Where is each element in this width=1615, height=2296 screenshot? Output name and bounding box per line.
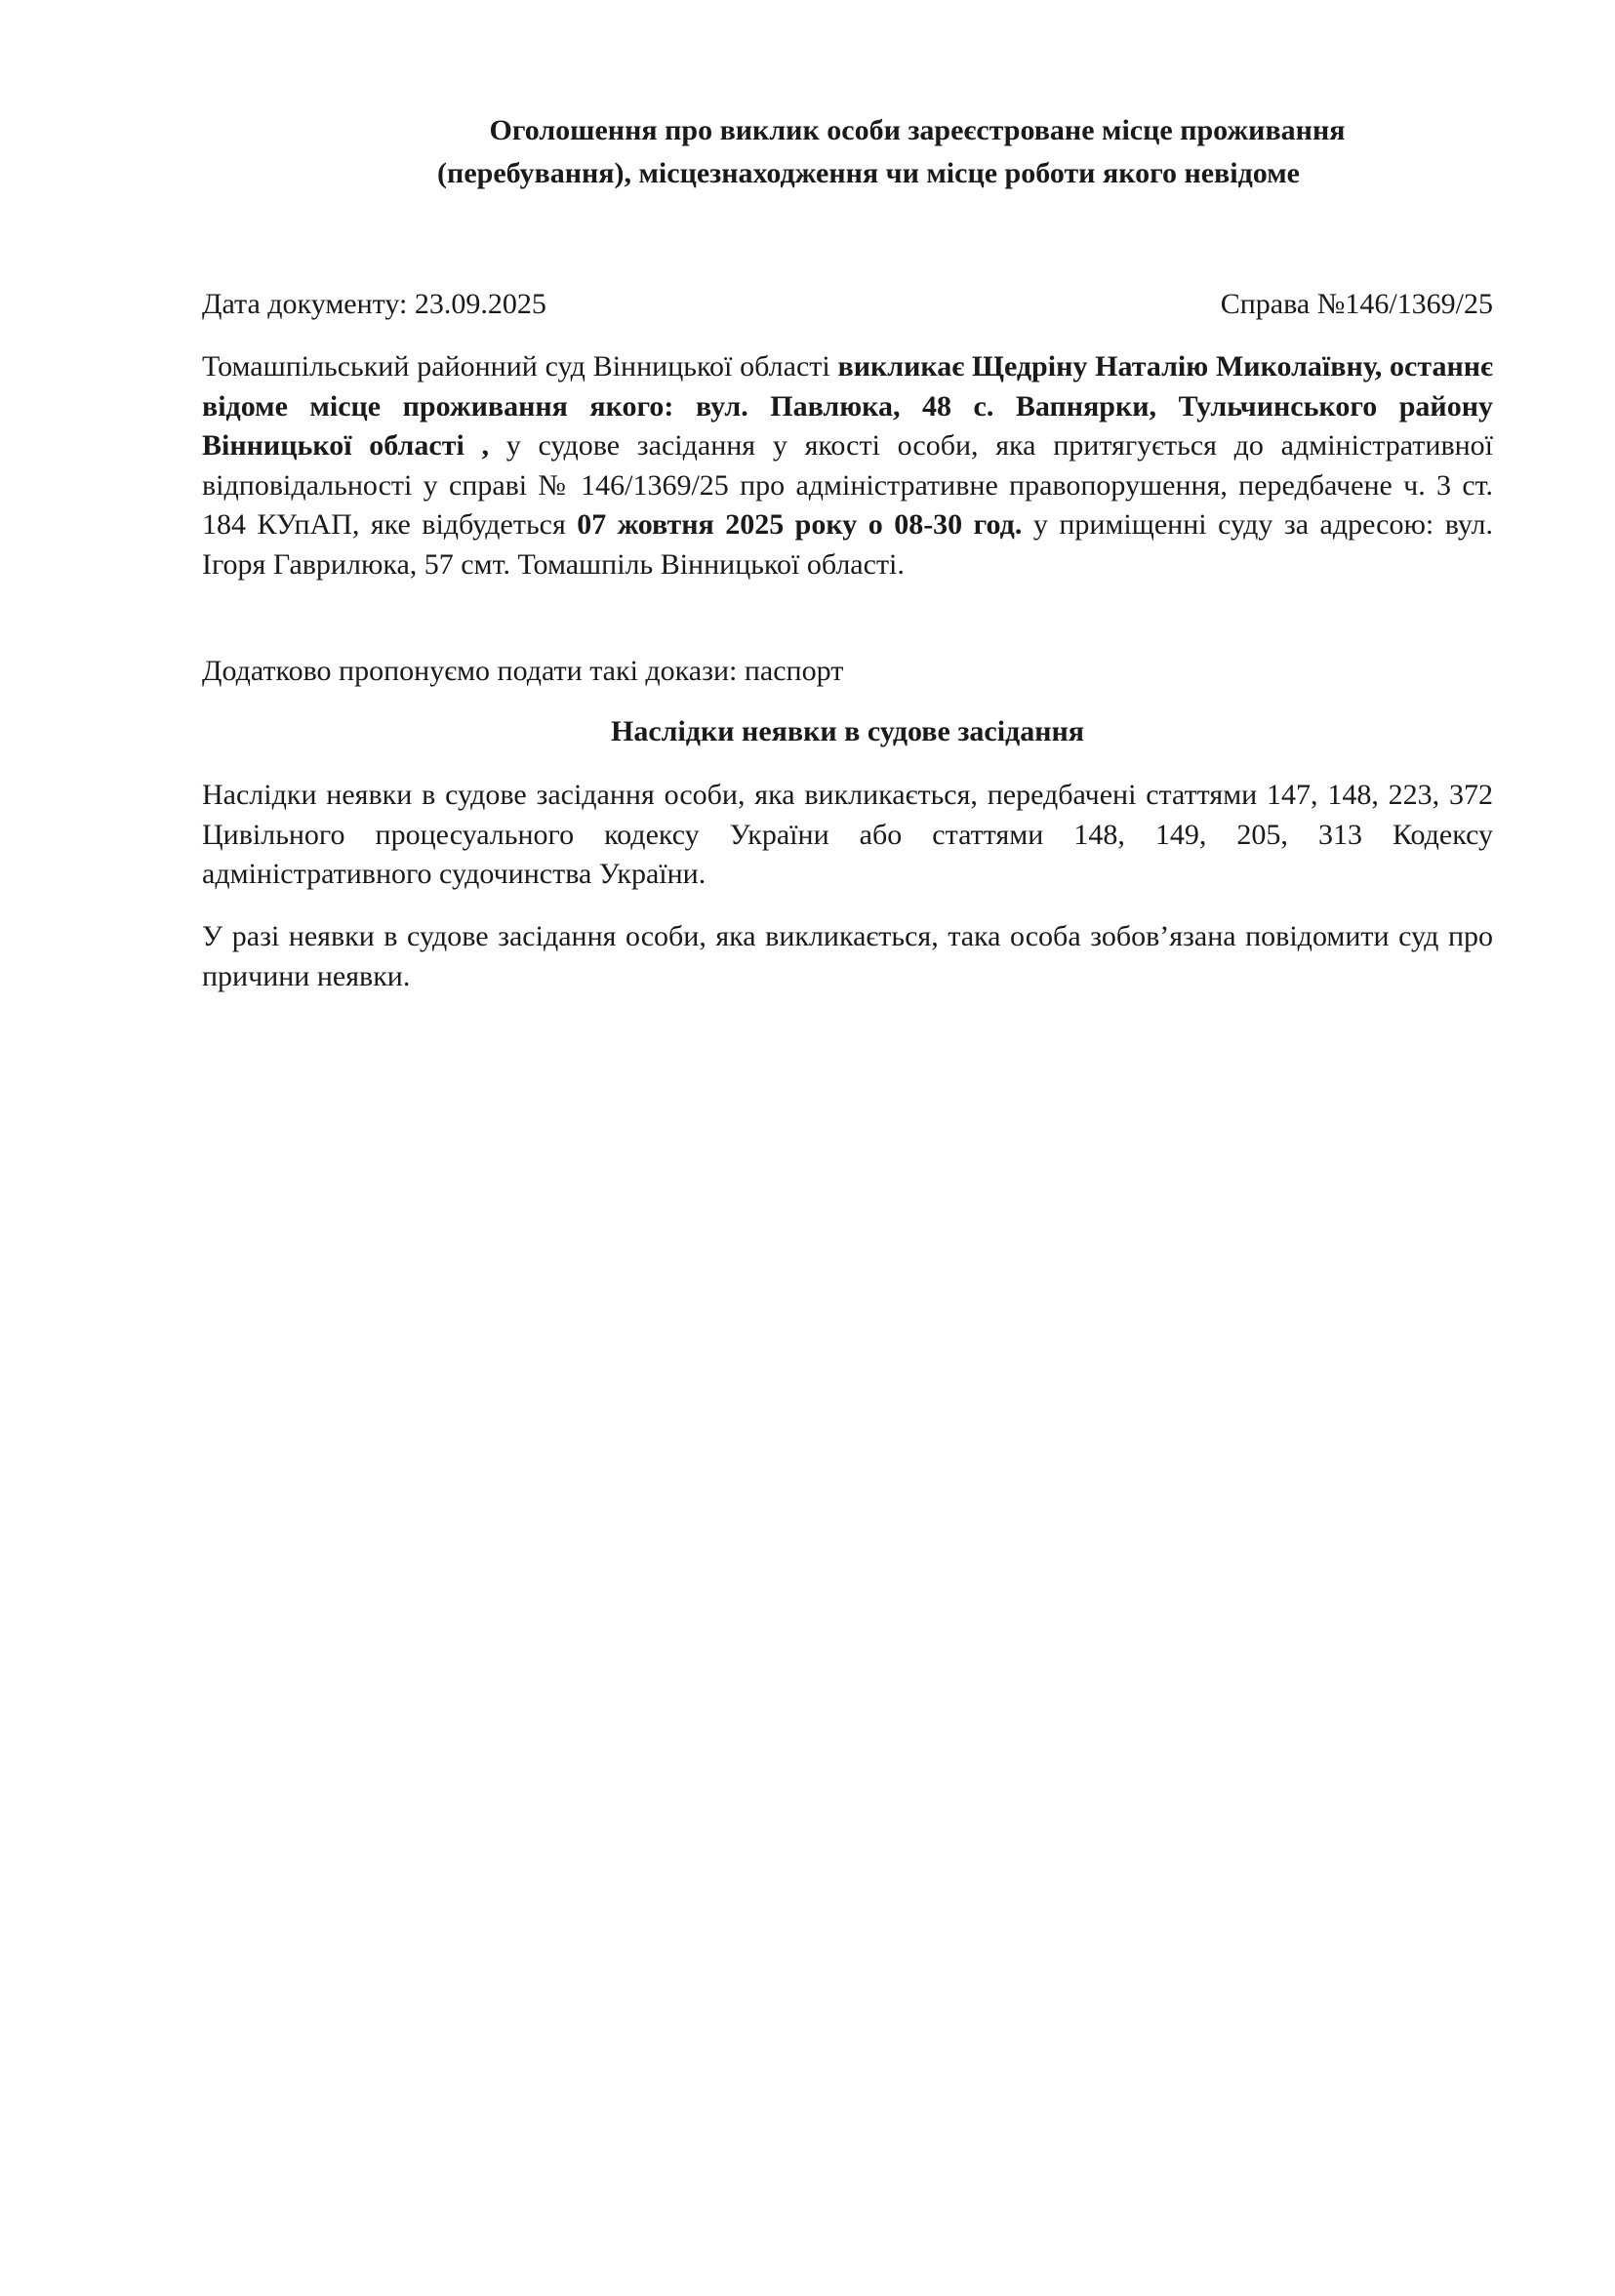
evidence-paragraph: Додатково пропонуємо подати такі докази: паспорт: [202, 655, 844, 687]
consequences-paragraph: Наслідки неявки в судове засідання особи, яка викликається, передбачені статтями 147, 148, 223, 372 Цивільного процесуального кодексу України або статтями 148, 149, 205, 313 Кодексу адміністративного судочинства України.: [202, 779, 1493, 890]
case-number: Справа №146/1369/25: [1220, 288, 1493, 320]
notification-duty-paragraph: У разі неявки в судове засідання особи, яка викликається, така особа зобов’язана повідомити суд про причини неявки.: [202, 920, 1493, 992]
summons-paragraph: [202, 347, 1493, 584]
title-line-2: (перебування), місцезнаходження чи місце роботи якого невідоме: [437, 157, 1300, 189]
title-line-1: Оголошення про виклик особи зареєстроване місце проживання: [489, 114, 1346, 146]
document-title: [371, 109, 1464, 195]
court-address-text: у приміщенні суду за адресою: вул. Ігоря Гаврилюка, 57 смт. Томашпіль Вінницької області.: [202, 508, 1494, 581]
court-name-text: Томашпільський районний суд Вінницької області: [202, 350, 838, 383]
summons-purpose-text: у судове засідання у якості особи, яка притягується до адміністративної відповідальності у справі № 146/1369/25 про адміністративне правопорушення, передбачене ч. 3 ст. 184 КУпАП, яке відбудеться: [202, 429, 1493, 541]
document-meta: [202, 285, 1493, 324]
document-date: Дата документу: 23.09.2025: [202, 288, 546, 320]
hearing-datetime: 07 жовтня 2025 року о 08-30 год.: [577, 508, 1023, 541]
summoned-person-and-address: викликає Щедріну Наталію Миколаївну, останнє відоме місце проживання якого: вул. Павлюка, 48 с. Вапнярки, Тульчинського району Вінницької області ,: [202, 350, 1493, 462]
consequences-heading: Наслідки неявки в судове засідання: [610, 715, 1085, 747]
